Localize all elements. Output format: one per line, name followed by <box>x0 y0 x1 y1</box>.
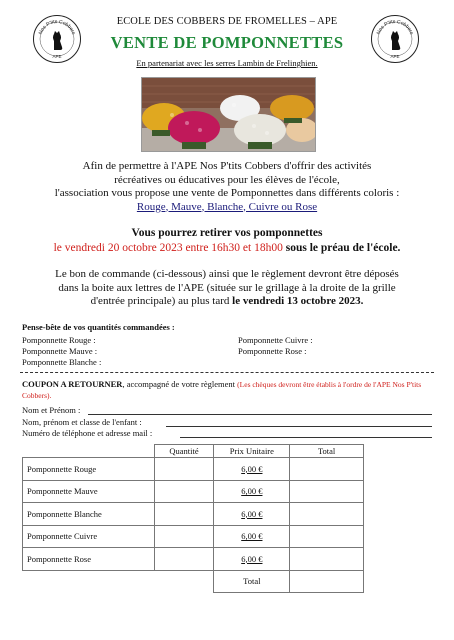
quantity-cell[interactable] <box>154 548 214 571</box>
color-options: Rouge, Mauve, Blanche, Cuivre ou Rose <box>136 200 318 213</box>
table-row <box>23 548 364 571</box>
total-cell[interactable] <box>290 525 364 548</box>
table-header-total: Total <box>290 445 364 458</box>
price-cell <box>214 548 290 571</box>
memo-rose: Pomponnette Rose : <box>238 346 307 356</box>
memo-mauve: Pomponnette Mauve : <box>22 346 98 356</box>
child-field[interactable] <box>166 426 432 427</box>
total-blank <box>23 570 155 593</box>
grand-total-label: Total <box>214 570 290 593</box>
table-row <box>23 503 364 526</box>
school-name: ECOLE DES COBBERS DE FROMELLES – APE <box>116 16 338 27</box>
price-value: 6,00 € <box>241 463 263 474</box>
row-label: Pomponnette Cuivre <box>23 525 155 548</box>
table-row <box>23 458 364 481</box>
contact-field[interactable] <box>180 437 432 438</box>
partner-line: En partenariat avec les serres Lambin de Frelinghien. <box>136 58 318 68</box>
intro-line: récréatives ou éducatives pour les élèves de l'école, <box>114 173 340 186</box>
ape-logo-icon <box>32 14 82 64</box>
name-field-label: Nom et Prénom : <box>22 405 81 415</box>
memo-title: Pense-bête de vos quantités commandées : <box>22 322 175 332</box>
price-cell <box>214 525 290 548</box>
ape-logo-icon <box>370 14 420 64</box>
quantity-cell[interactable] <box>154 525 214 548</box>
memo-blanche: Pomponnette Blanche : <box>22 357 102 367</box>
child-field-label: Nom, prénom et classe de l'enfant : <box>22 417 142 427</box>
ape-logo-left <box>32 14 82 64</box>
page-title: VENTE DE POMPONNETTES <box>110 33 344 52</box>
coupon-text: , accompagné de votre règlement <box>122 379 238 389</box>
price-value: 6,00 € <box>241 486 263 497</box>
cut-line <box>20 372 434 376</box>
pickup-place: sous le préau de l'école. <box>282 241 401 254</box>
table-total-row <box>23 570 364 593</box>
intro-line: Afin de permettre à l'APE Nos P'tits Cobbers d'offrir des activités <box>82 160 372 172</box>
table-header-unit-price: Prix Unitaire <box>214 445 290 458</box>
intro-paragraph <box>20 160 434 214</box>
table-row <box>23 480 364 503</box>
total-cell[interactable] <box>290 458 364 481</box>
coupon-title: COUPON A RETOURNER <box>22 379 123 389</box>
flowers-photo-image <box>142 78 315 151</box>
row-label: Pomponnette Blanche <box>23 503 155 526</box>
price-cell <box>214 503 290 526</box>
deposit-line: d'entrée principale) au plus tard <box>90 295 233 307</box>
deposit-deadline: le vendredi 13 octobre 2023. <box>232 295 364 307</box>
table-header-blank <box>23 445 155 458</box>
intro-line: l'association vous propose une vente de Pomponnettes dans différents coloris : <box>54 187 400 199</box>
coupon-note: (Les chèques devront être établis à l'ordre de l'APE Nos P'tits Cobbers). <box>22 380 422 400</box>
quantity-cell[interactable] <box>154 458 214 481</box>
svg-text:Nos P'tits Cobbers: Nos P'tits Cobbers <box>37 18 77 36</box>
name-field[interactable] <box>88 414 432 415</box>
coupon-header <box>22 379 434 401</box>
memo-cuivre: Pomponnette Cuivre : <box>238 335 313 345</box>
pickup-date: le vendredi 20 octobre 2023 entre 16h30 et 18h00 <box>53 241 283 254</box>
table-header-row <box>23 445 364 458</box>
pickup-heading: Vous pourrez retirer vos pomponnettes <box>131 227 323 239</box>
quantity-cell[interactable] <box>154 480 214 503</box>
price-value: 6,00 € <box>241 553 263 564</box>
deposit-line: dans la boite aux lettres de l'APE (située sur le grillage à la droite de la grille <box>58 281 396 294</box>
flowers-photo <box>141 77 316 152</box>
price-cell <box>214 458 290 481</box>
ape-logo-right <box>370 14 420 64</box>
grand-total-cell[interactable] <box>290 570 364 593</box>
svg-text:APE: APE <box>390 54 400 59</box>
order-table <box>22 444 364 593</box>
price-value: 6,00 € <box>241 531 263 542</box>
row-label: Pomponnette Mauve <box>23 480 155 503</box>
table-header-quantity: Quantité <box>154 445 214 458</box>
quantity-cell[interactable] <box>154 503 214 526</box>
total-cell[interactable] <box>290 503 364 526</box>
row-label: Pomponnette Rouge <box>23 458 155 481</box>
svg-text:APE: APE <box>52 54 62 59</box>
deposit-line: Le bon de commande (ci-dessous) ainsi que le règlement devront être déposés <box>55 268 399 280</box>
memo-rouge: Pomponnette Rouge : <box>22 335 96 345</box>
price-cell <box>214 480 290 503</box>
pickup-info <box>20 226 434 255</box>
contact-field-label: Numéro de téléphone et adresse mail : <box>22 428 153 438</box>
total-blank <box>154 570 214 593</box>
price-value: 6,00 € <box>241 508 263 519</box>
row-label: Pomponnette Rose <box>23 548 155 571</box>
total-cell[interactable] <box>290 480 364 503</box>
deposit-info <box>20 268 434 309</box>
svg-text:Nos P'tits Cobbers: Nos P'tits Cobbers <box>375 18 415 36</box>
table-row <box>23 525 364 548</box>
total-cell[interactable] <box>290 548 364 571</box>
